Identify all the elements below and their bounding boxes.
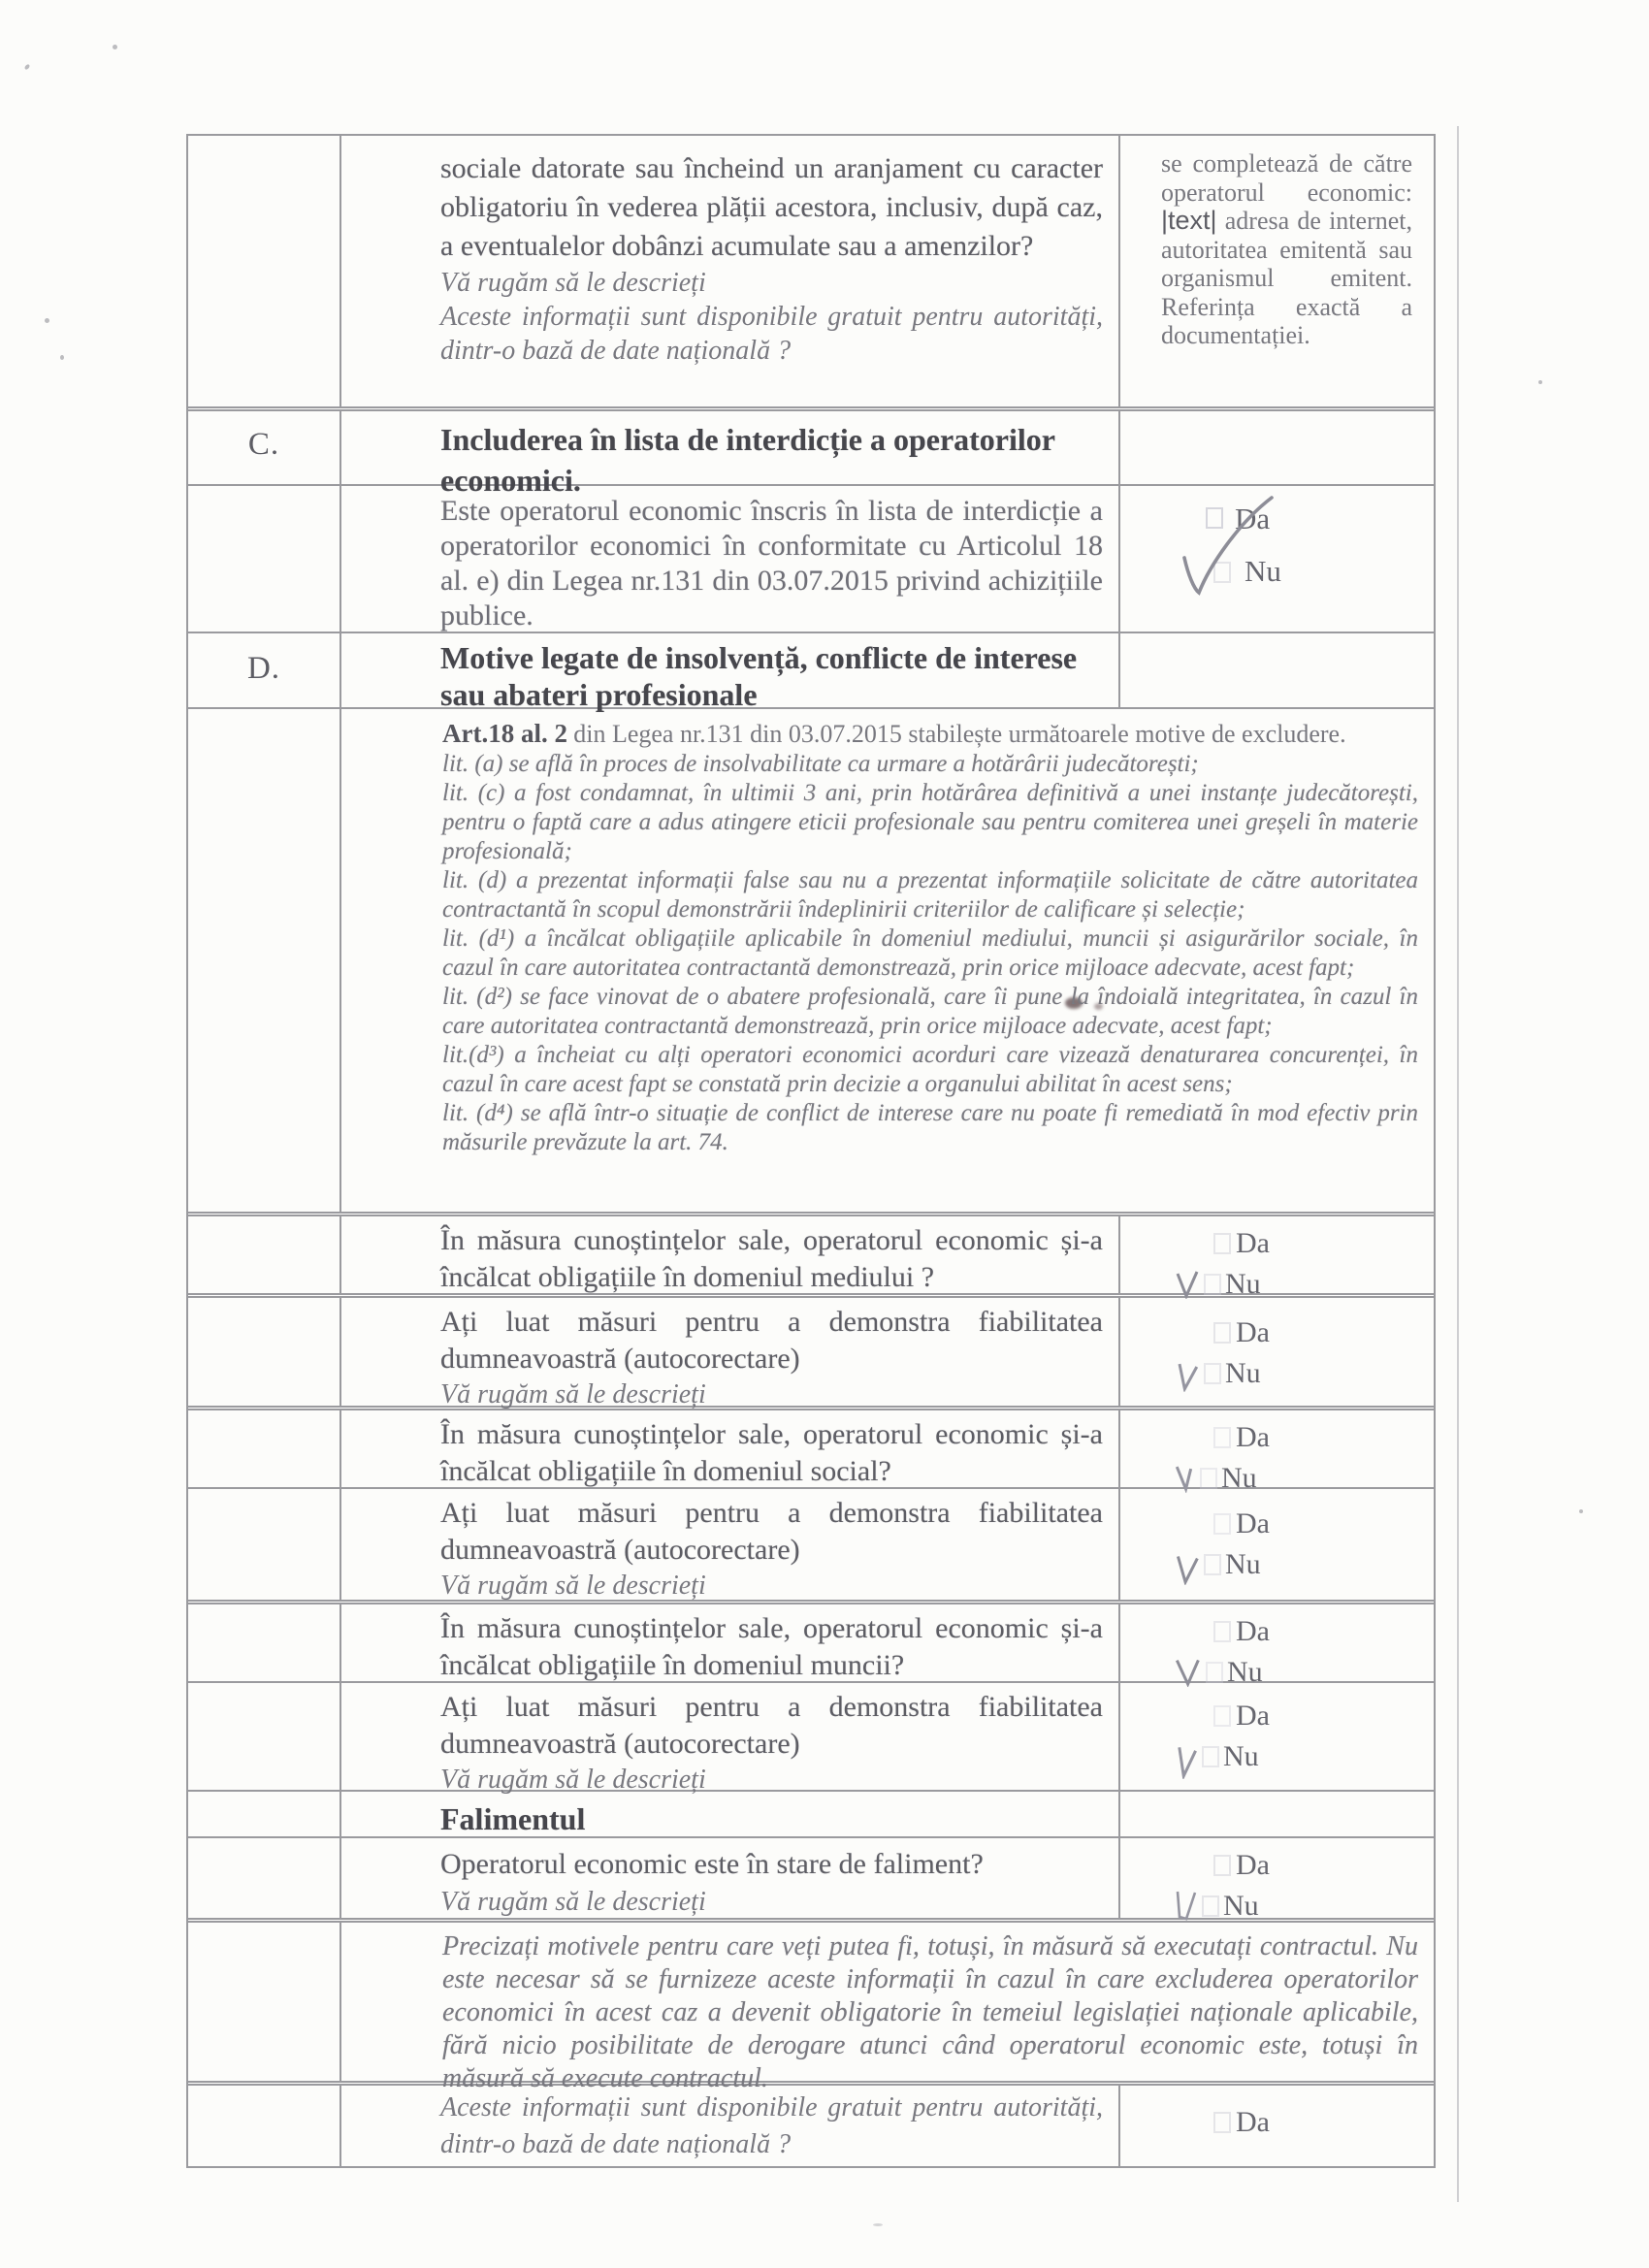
answer-group <box>1120 1489 1434 1586</box>
section-title: Motive legate de insolvență, conflicte de interese sau abateri profesionale <box>440 640 1078 712</box>
answer-da-label: Da <box>1236 1615 1270 1647</box>
answer-da-label: Da <box>1236 1849 1270 1881</box>
answer-group <box>1120 1216 1434 1306</box>
instruction-after: adresa de internet, autoritatea emitentă sau organismul emitent. Referința exactă a documentației. <box>1161 207 1412 349</box>
art18-item-d: lit. (d) a prezentat informații false sau nu a prezentat informațiile solicitate de către autoritatea contractantă în scopul demonstrării îndeplinirii criteriilor de calificare și selecție; <box>442 867 1418 923</box>
question-cell <box>340 486 1118 632</box>
hint-text: Vă rugăm să le descrieți <box>440 1887 706 1917</box>
section-label-cell-empty <box>188 1298 340 1406</box>
hint-text: Vă rugăm să le descrieți <box>440 1571 706 1601</box>
section-label-cell-empty <box>188 136 340 406</box>
exclusion-grounds-table <box>186 134 1436 2168</box>
answer-cell <box>1118 1410 1434 1494</box>
answer-group <box>1120 1838 1434 1928</box>
answer-da-label: Da <box>1236 2106 1270 2138</box>
answer-nu-label: Nu <box>1223 1740 1259 1772</box>
answer-cell <box>1118 1298 1434 1406</box>
answer-group <box>1120 2086 1434 2142</box>
check-mark-icon <box>1175 1890 1198 1923</box>
section-label-cell-empty <box>188 2086 340 2166</box>
section-label-cell-empty <box>188 709 340 1212</box>
instruction-cell <box>1118 136 1434 406</box>
section-label-cell-empty <box>188 1838 340 1918</box>
row-c-header <box>188 406 1434 498</box>
answer-cell <box>1118 2086 1434 2166</box>
answer-group <box>1120 1410 1434 1500</box>
art18-item-d4: lit. (d⁴) se află într-o situație de conflict de interese care nu poate fi remediată în mod efectiv prin măsurile prevăzute la art. 74. <box>442 1100 1418 1155</box>
answer-group <box>1120 1298 1434 1395</box>
section-label-cell-empty <box>188 486 340 632</box>
answer-da-label: Da <box>1236 1227 1270 1259</box>
question-cell <box>340 1838 1118 1918</box>
checkbox-nu-icon <box>1204 1554 1221 1575</box>
answer-nu-label: Nu <box>1225 1357 1261 1389</box>
section-label-cell-empty <box>188 1216 340 1293</box>
answer-nu-label: Nu <box>1245 554 1281 588</box>
section-label-cell-empty <box>188 1792 340 1836</box>
section-letter: C. <box>247 427 280 462</box>
question-text: În măsura cunoștințelor sale, operatorul economic și-a încălcat obligațiile în domeniul muncii? <box>440 1612 1103 1681</box>
question-cell <box>340 1298 1118 1409</box>
question-text: Ați luat măsuri pentru a demonstra fiabilitatea dumneavoastră (autocorectare) <box>440 1497 1103 1566</box>
question-text: Operatorul economic este în stare de faliment? <box>440 1848 984 1880</box>
row-q-faliment <box>188 1836 1434 1922</box>
answer-nu <box>1175 1735 1434 1778</box>
row-q-autocorectare-2 <box>188 1487 1434 1600</box>
scan-artifact <box>60 355 64 360</box>
answer-nu-label: Nu <box>1223 1890 1259 1922</box>
checkbox-da-icon <box>1213 1513 1231 1535</box>
answer-cell-empty <box>1118 1792 1434 1836</box>
answer-da <box>1213 1612 1434 1651</box>
art18-intro-bold: Art.18 al. 2 <box>442 719 567 748</box>
hint-text: Vă rugăm să le descrieți <box>440 1765 706 1795</box>
row-q-social <box>188 1406 1434 1494</box>
answer-da <box>1213 1224 1434 1263</box>
checkbox-nu-icon <box>1206 1662 1223 1683</box>
art18-item-a: lit. (a) se află în proces de insolvabilitate ca urmare a hotărârii judecătorești; <box>442 751 1199 777</box>
question-cell <box>340 1489 1118 1600</box>
row-art18-exclusions <box>188 707 1434 1212</box>
answer-nu-label: Nu <box>1221 1462 1257 1494</box>
checkbox-nu-icon <box>1204 1274 1221 1295</box>
question-text: Ați luat măsuri pentru a demonstra fiabilitatea dumneavoastră (autocorectare) <box>440 1306 1103 1375</box>
question-text: sociale datorate sau încheind un aranjament cu caracter obligatoriu în vederea plății acestora, inclusiv, după caz, a eventualelor dobânzi acumulate sau a amenzilor? <box>440 152 1103 262</box>
row-q-muncii <box>188 1600 1434 1688</box>
section-title-cell <box>340 1792 1118 1836</box>
answer-cell-empty <box>1118 633 1434 707</box>
scan-artifact <box>1579 1509 1583 1513</box>
answer-nu <box>1175 1885 1434 1928</box>
answer-nu-label: Nu <box>1227 1656 1263 1688</box>
hint-text: Vă rugăm să le descrieți <box>440 268 706 298</box>
answer-da-label: Da <box>1235 502 1271 535</box>
answer-cell <box>1118 1216 1434 1300</box>
answer-cell-empty <box>1118 411 1434 484</box>
row-precizati-note <box>188 1918 1434 2093</box>
checkbox-nu-icon <box>1204 1363 1221 1384</box>
answer-da <box>1213 1697 1434 1735</box>
question-text: În măsura cunoștințelor sale, operatorul economic și-a încălcat obligațiile în domeniul mediului ? <box>440 1224 1103 1293</box>
question-text: În măsura cunoștințelor sale, operatorul economic și-a încălcat obligațiile în domeniul social? <box>440 1418 1103 1487</box>
scan-artifact <box>1538 380 1542 384</box>
art18-intro <box>442 719 1418 750</box>
scan-artifact <box>24 63 31 70</box>
answer-cell <box>1118 1489 1434 1600</box>
art18-item-d2: lit. (d²) se face vinovat de o abatere profesională, care îi pune la îndoială integritatea, în cazul în care autoritatea contractantă demonstrează, prin orice mijloace adecvate, acest fapt; <box>442 984 1418 1039</box>
checkbox-da-icon <box>1213 1705 1231 1727</box>
answer-cell <box>1118 486 1434 632</box>
question-text: Este operatorul economic înscris în lista de interdicție a operatorilor economici în conformitate cu Articolul 18 al. e) din Legea nr.131 din 03.07.2015 privind achizițiile publice. <box>440 495 1103 632</box>
question-text: Ați luat măsuri pentru a demonstra fiabilitatea dumneavoastră (autocorectare) <box>440 1691 1103 1760</box>
answer-da <box>1213 1418 1434 1457</box>
scan-artifact <box>113 45 117 49</box>
availability-text: Aceste informații sunt disponibile gratuit pentru autorități, dintr-o bază de date națională ? <box>440 2092 1103 2159</box>
answer-group <box>1120 1683 1434 1778</box>
row-social-contributions <box>188 136 1434 406</box>
check-mark-icon <box>1175 1270 1200 1299</box>
checkbox-da-icon <box>1213 2112 1231 2133</box>
section-label-cell-empty <box>188 1489 340 1600</box>
row-q-autocorectare-1 <box>188 1293 1434 1409</box>
row-falimentul-header <box>188 1790 1434 1836</box>
answer-cell <box>1118 1604 1434 1688</box>
section-label-cell <box>188 633 340 707</box>
section-title-cell <box>340 411 1118 498</box>
instruction-before: se completează de către operatorul economic: <box>1161 149 1412 207</box>
checkbox-da-icon <box>1213 1621 1231 1642</box>
check-mark-icon <box>1173 1362 1201 1394</box>
art18-item-c: lit. (c) a fost condamnat, în ultimii 3 ani, prin hotărârea definitivă a unei instanțe judecătorești, pentru o faptă care a adus atingere eticii profesionale sau pentru comiterea unei greșeli în materie profesională; <box>442 780 1418 864</box>
answer-da-label: Da <box>1236 1421 1270 1453</box>
checkbox-nu-icon <box>1202 1746 1219 1767</box>
answer-da-label: Da <box>1236 1316 1270 1348</box>
section-title-cell <box>340 633 1118 712</box>
art18-item-d3: lit.(d³) a încheiat cu alți operatori economici acorduri care vizează denaturarea concurenței, în cazul în care acest fapt se constată prin decizie a organului abilitat în acest sens; <box>442 1042 1418 1097</box>
question-cell <box>340 1604 1118 1681</box>
answer-nu-label: Nu <box>1225 1548 1261 1580</box>
hint-text: Vă rugăm să le descrieți <box>440 1379 706 1409</box>
check-mark-icon <box>1173 1745 1199 1780</box>
answer-nu <box>1175 1543 1434 1586</box>
answer-da <box>1213 1505 1434 1543</box>
checkbox-da-icon <box>1213 1322 1231 1344</box>
row-q-mediului <box>188 1212 1434 1300</box>
section-label-cell-empty <box>188 1923 340 2081</box>
scan-artifact <box>873 2223 883 2226</box>
answer-da <box>1213 1846 1434 1885</box>
art18-item-d1: lit. (d¹) a încălcat obligațiile aplicabile în domeniul mediului, muncii și asigurărilor sociale, în cazul în care autoritatea contractantă demonstrează, prin orice mijloace adecvate, acest fapt; <box>442 925 1418 981</box>
question-cell <box>340 1216 1118 1293</box>
section-label-cell-empty <box>188 1410 340 1487</box>
answer-nu-label: Nu <box>1225 1268 1261 1300</box>
answer-da <box>1213 1313 1434 1352</box>
check-mark-icon <box>1174 1553 1201 1585</box>
section-label-cell-empty <box>188 1683 340 1790</box>
answer-cell <box>1118 1838 1434 1922</box>
row-q-autocorectare-3 <box>188 1681 1434 1795</box>
precizati-cell <box>340 1923 1436 2093</box>
question-cell <box>340 136 1118 406</box>
precizati-text: Precizați motivele pentru care veți putea fi, totuși, în măsură să executați contractul. Nu este necesar să se furnizeze aceste informații în cazul în care excluderea operatorilor economici în acest caz a devenit obligatorie în temeiul legislației naționale aplicabile, fără nicio posibilitate de derogare atunci când operatorul economic este, totuși în măsură să execute contractul. <box>442 1931 1418 2093</box>
hint-text: Aceste informații sunt disponibile gratuit pentru autorități, dintr-o bază de date națională ? <box>440 302 1103 366</box>
text-field-token: |text| <box>1161 206 1217 235</box>
question-cell <box>340 1410 1118 1487</box>
answer-da-label: Da <box>1236 1507 1270 1539</box>
row-c-question <box>188 484 1434 632</box>
fill-instruction-text <box>1120 136 1434 350</box>
scan-edge-line <box>1457 126 1459 2202</box>
row-d-header <box>188 632 1434 712</box>
checkbox-nu-icon <box>1200 1468 1217 1489</box>
section-label-cell-empty <box>188 1604 340 1681</box>
section-label-cell <box>188 411 340 484</box>
check-mark-icon <box>1171 494 1287 605</box>
section-letter: D. <box>246 651 281 686</box>
art18-intro-rest: din Legea nr.131 din 03.07.2015 stabilește următoarele motive de excludere. <box>573 720 1346 748</box>
answer-group <box>1120 1604 1434 1694</box>
section-title: Falimentul <box>440 1801 586 1836</box>
section-title: Includerea în lista de interdicție a operatorilor economici. <box>440 422 1055 498</box>
checkbox-nu-icon <box>1202 1895 1219 1917</box>
checkbox-da-icon <box>1213 1855 1231 1876</box>
checkbox-da-icon <box>1213 1233 1231 1254</box>
row-availability-question <box>188 2081 1434 2166</box>
answer-cell <box>1118 1683 1434 1790</box>
scan-artifact <box>45 318 49 323</box>
answer-nu <box>1175 1352 1434 1395</box>
answer-da-label: Da <box>1236 1700 1270 1732</box>
question-cell <box>340 2086 1118 2166</box>
art18-paragraph-cell <box>340 709 1436 1212</box>
answer-da <box>1213 2103 1434 2142</box>
question-cell <box>340 1683 1118 1795</box>
checkbox-da-icon <box>1213 1427 1231 1448</box>
